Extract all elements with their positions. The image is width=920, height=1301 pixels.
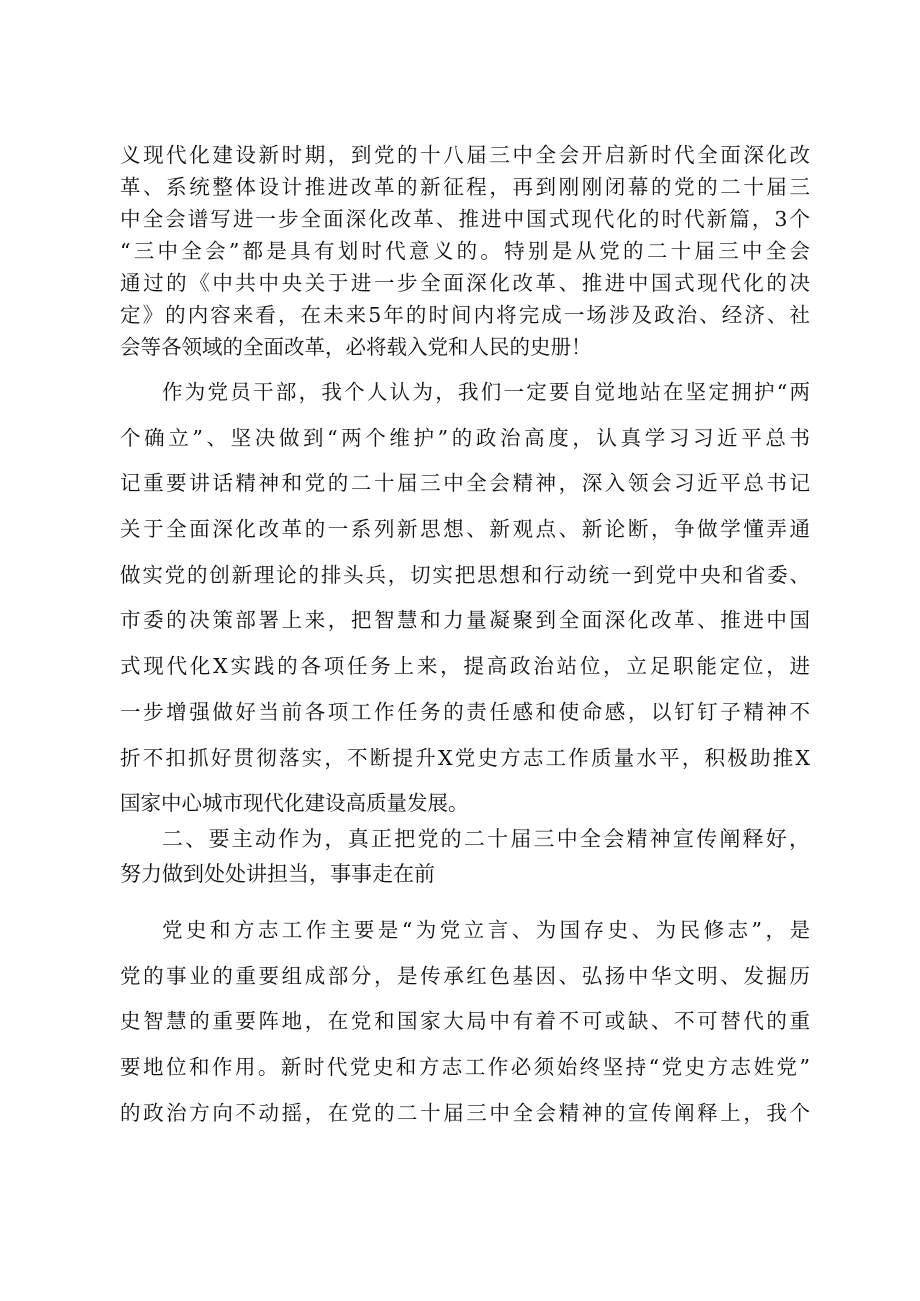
section-heading	[120, 822, 810, 892]
text-line: 定》的内容来看，在未来5年的时间内将完成一场涉及政治、经济、社	[120, 303, 810, 327]
text-line: 党史和方志工作主要是“为党立言、为国存史、为民修志”，是	[162, 918, 810, 942]
text-line: 一步增强做好当前各项工作任务的责任感和使命感，以钉钉子精神不	[120, 699, 810, 724]
text-line: 史智慧的重要阵地，在党和国家大局中有着不可或缺、不可替代的重	[120, 1009, 810, 1034]
text-line: 要地位和作用。新时代党史和方志工作必须始终坚持“党史方志姓党”	[120, 1055, 810, 1080]
heading-line: 二、要主动作为，真正把党的二十届三中全会精神宣传阐释好，	[162, 827, 810, 851]
text-line: 关于全面深化改革的一系列新思想、新观点、新论断，争做学懂弄通	[120, 517, 810, 542]
text-line: 做实党的创新理论的排头兵，切实把思想和行动统一到党中央和省委、	[120, 562, 810, 587]
text-line: 国家中心城市现代化建设高质量发展。	[120, 791, 469, 816]
text-line: 个确立”、坚决做到“两个维护”的政治高度，认真学习习近平总书	[120, 425, 810, 450]
paragraph-2	[120, 370, 810, 827]
text-line: 会等各领域的全面改革，必将载入党和人民的史册！	[120, 335, 592, 359]
heading-line: 努力做到处处讲担当，事事走在前	[120, 862, 435, 886]
text-line: 中全会谱写进一步全面深化改革、推进中国式现代化的时代新篇，3个	[120, 207, 810, 231]
text-line: 记重要讲话精神和党的二十届三中全会精神，深入领会习近平总书记	[120, 471, 810, 496]
text-line: 市委的决策部署上来，把智慧和力量凝聚到全面深化改革、推进中国	[120, 608, 810, 633]
text-line: 义现代化建设新时期，到党的十八届三中全会开启新时代全面深化改	[120, 143, 810, 167]
text-line: 革、系统整体设计推进改革的新征程，再到刚刚闭幕的党的二十届三	[120, 175, 810, 199]
text-line: “三中全会”都是具有划时代意义的。特别是从党的二十届三中全会	[120, 239, 810, 263]
paragraph-1	[120, 139, 810, 363]
text-line: 作为党员干部，我个人认为，我们一定要自觉地站在坚定拥护“两	[162, 380, 810, 404]
text-line: 折不扣抓好贯彻落实，不断提升X党史方志工作质量水平，积极助推X	[120, 745, 810, 770]
paragraph-3	[120, 908, 810, 1136]
text-line: 式现代化X实践的各项任务上来，提高政治站位，立足职能定位，进	[120, 654, 810, 679]
text-line: 的政治方向不动摇，在党的二十届三中全会精神的宣传阐释上，我个	[120, 1100, 810, 1125]
text-line: 通过的《中共中央关于进一步全面深化改革、推进中国式现代化的决	[120, 271, 810, 295]
text-line: 党的事业的重要组成部分，是传承红色基因、弘扬中华文明、发掘历	[120, 963, 810, 988]
